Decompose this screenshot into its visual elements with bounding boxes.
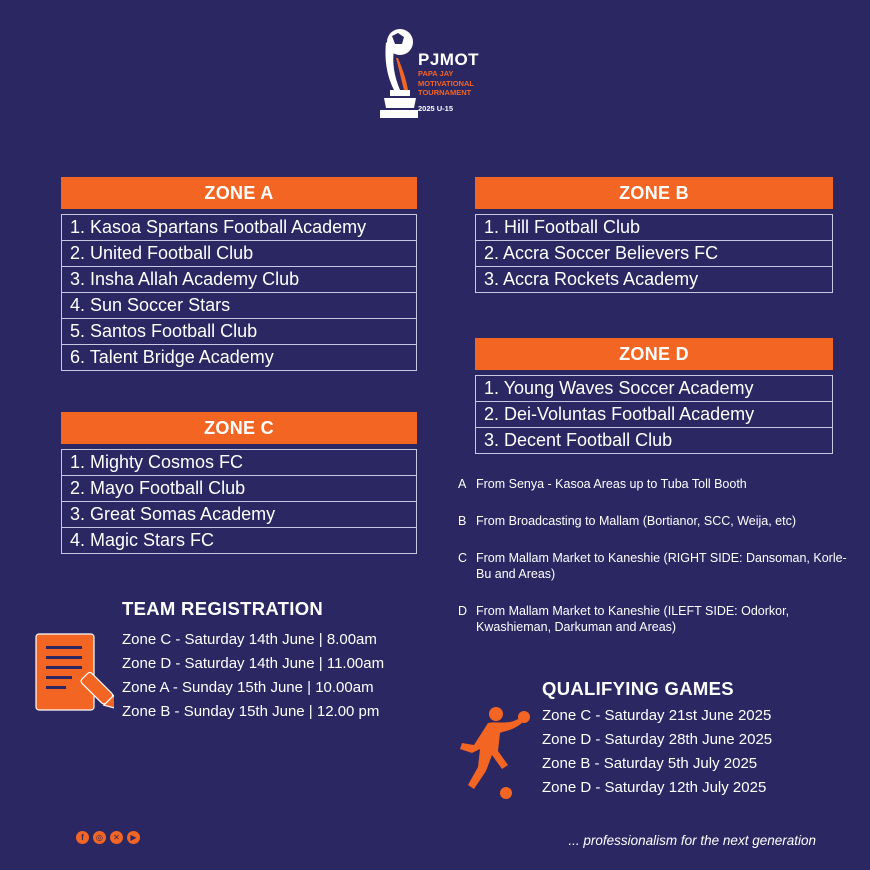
zone-a-team: 1. Kasoa Spartans Football Academy [61, 214, 417, 241]
legend-key: B [458, 514, 467, 528]
legend-key: C [458, 551, 468, 565]
facebook-icon[interactable]: f [76, 831, 89, 844]
zone-a-table [61, 177, 417, 371]
logo-year: 2025 U-15 [418, 104, 454, 113]
legend-item [458, 513, 858, 529]
zone-c-title: ZONE C [61, 412, 417, 444]
zone-d-team: 1. Young Waves Soccer Academy [475, 375, 833, 402]
trophy-icon [378, 28, 418, 124]
qualifying-line: Zone D - Saturday 28th June 2025 [542, 731, 773, 748]
zone-a-title: ZONE A [61, 177, 417, 209]
registration-schedule [122, 628, 384, 724]
logo-subtitle: PAPA JAY MOTIVATIONAL TOURNAMENT [418, 69, 474, 97]
zone-b-title: ZONE B [475, 177, 833, 209]
legend-key: A [458, 477, 467, 491]
registration-line: Zone D - Saturday 14th June | 11.00am [122, 655, 385, 672]
qualifying-line: Zone C - Saturday 21st June 2025 [542, 707, 772, 724]
zone-b-team: 3. Accra Rockets Academy [475, 267, 833, 293]
legend-item [458, 603, 858, 635]
legend-item [458, 476, 858, 492]
zone-d-title: ZONE D [475, 338, 833, 370]
zone-area-legend [458, 476, 858, 656]
legend-key: D [458, 604, 468, 618]
zone-a-team: 6. Talent Bridge Academy [61, 345, 417, 371]
legend-text: From Mallam Market to Kaneshie (ILEFT SIDE: Odorkor, Kwashieman, Darkuman and Areas) [476, 604, 790, 634]
zone-d-table [475, 338, 833, 454]
zone-c-team: 4. Magic Stars FC [61, 528, 417, 554]
legend-text: From Broadcasting to Mallam (Bortianor, SCC, Weija, etc) [476, 514, 797, 528]
tournament-logo [378, 28, 518, 128]
zone-b-table [475, 177, 833, 293]
legend-item [458, 550, 858, 582]
zone-a-team: 5. Santos Football Club [61, 319, 417, 345]
registration-line: Zone C - Saturday 14th June | 8.00am [122, 631, 377, 648]
zone-c-table [61, 412, 417, 554]
qualifying-schedule [542, 704, 772, 800]
zone-b-team: 1. Hill Football Club [475, 214, 833, 241]
zone-b-team: 2. Accra Soccer Believers FC [475, 241, 833, 267]
registration-line: Zone B - Sunday 15th June | 12.00 pm [122, 703, 380, 720]
registration-title: TEAM REGISTRATION [122, 598, 324, 619]
zone-c-team: 1. Mighty Cosmos FC [61, 449, 417, 476]
registration-line: Zone A - Sunday 15th June | 10.00am [122, 679, 374, 696]
x-icon[interactable]: ✕ [110, 831, 123, 844]
zone-d-team: 2. Dei-Voluntas Football Academy [475, 402, 833, 428]
qualifying-line: Zone D - Saturday 12th July 2025 [542, 779, 767, 796]
social-links [76, 831, 140, 844]
footer-tagline: ... professionalism for the next generation [568, 833, 816, 848]
zone-a-team: 2. United Football Club [61, 241, 417, 267]
footballer-icon [452, 705, 530, 800]
registration-form-icon [34, 632, 114, 712]
qualifying-line: Zone B - Saturday 5th July 2025 [542, 755, 758, 772]
zone-c-team: 3. Great Somas Academy [61, 502, 417, 528]
zone-a-team: 3. Insha Allah Academy Club [61, 267, 417, 293]
legend-text: From Senya - Kasoa Areas up to Tuba Toll Booth [476, 477, 747, 491]
zone-d-team: 3. Decent Football Club [475, 428, 833, 454]
zone-c-team: 2. Mayo Football Club [61, 476, 417, 502]
instagram-icon[interactable]: ◎ [93, 831, 106, 844]
youtube-icon[interactable]: ▶ [127, 831, 140, 844]
zone-a-team: 4. Sun Soccer Stars [61, 293, 417, 319]
qualifying-title: QUALIFYING GAMES [542, 678, 734, 699]
legend-text: From Mallam Market to Kaneshie (RIGHT SIDE: Dansoman, Korle-Bu and Areas) [476, 551, 847, 581]
logo-title: PJMOT [418, 50, 480, 69]
